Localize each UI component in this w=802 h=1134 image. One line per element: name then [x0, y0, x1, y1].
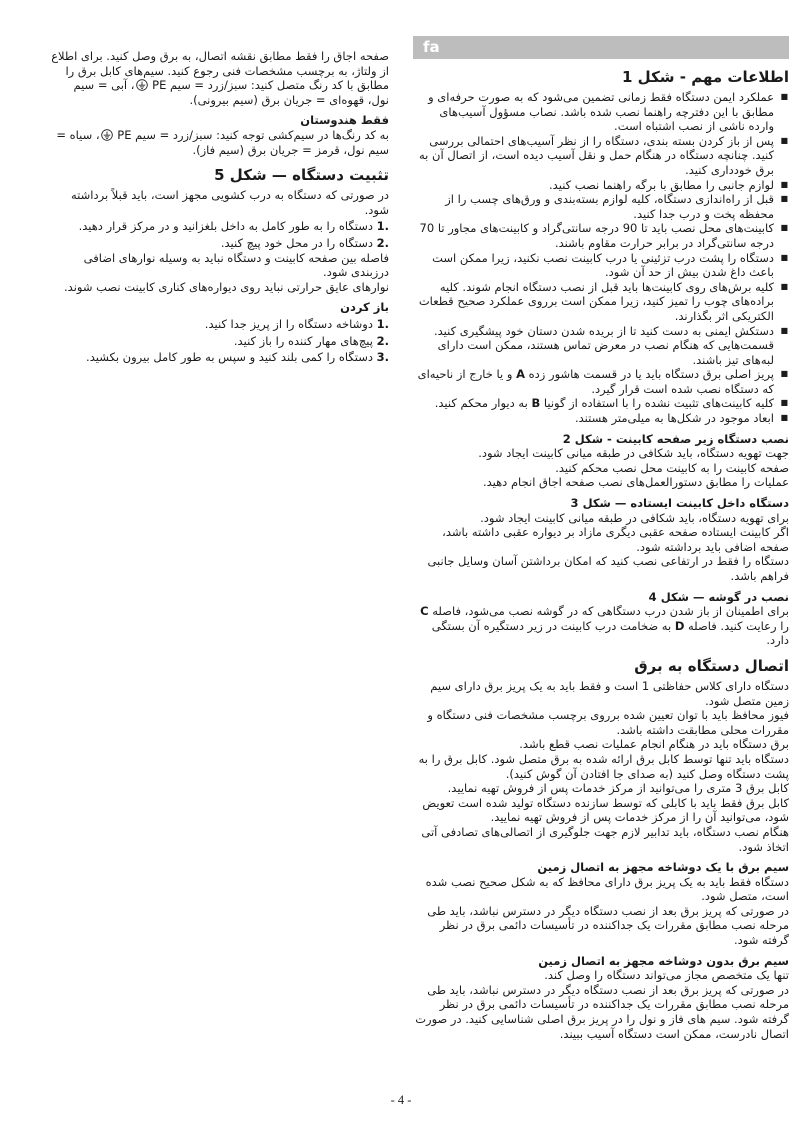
paragraph — [413, 525, 789, 554]
paragraph — [413, 446, 789, 461]
text-content: تثبیت دستگاه — شکل 5 — [214, 166, 389, 185]
bullet-square-icon: ■ — [780, 252, 788, 262]
paragraph — [50, 49, 389, 107]
paragraph — [413, 679, 789, 708]
column-left-content — [50, 49, 389, 365]
text-content: دستگاه داخل کابینت ایستاده — شکل 3 — [570, 496, 789, 511]
text-content: ابعاد موجود در شکل‌ها به میلی‌متر هستند. — [574, 411, 774, 426]
step-item — [50, 334, 389, 349]
text-content: در صورتی که دستگاه به درب کشویی مجهز است، باید قبلاً برداشته شود. — [71, 188, 389, 217]
text-content: دستگاه را پشت درب تزئینی یا درب کابینت نصب نکنید، زیرا ممکن است باعث داغ شدن بیش از حد آن شود. — [432, 250, 774, 280]
paragraph — [50, 128, 389, 157]
text-content: نصب در گوشه — شکل 4 — [648, 589, 789, 604]
paragraph — [413, 825, 789, 854]
text-content: فاصله بین صفحه کابینت و دستگاه نباید به وسیله نوارهای اضافی درزبندی شود. — [83, 250, 389, 280]
paragraph — [413, 461, 789, 476]
text-content: دستگاه را فقط در ارتفاعی نصب کنید که امکان برداشتن آسان وسایل جانبی فراهم باشد. — [427, 554, 789, 583]
step-item — [50, 350, 389, 365]
columns-container — [0, 36, 802, 1041]
paragraph — [413, 554, 789, 583]
text-content: سیم برق بدون دوشاخه مجهز به اتصال زمین — [538, 953, 789, 968]
step-number: 2. — [376, 333, 389, 348]
subsection-heading — [50, 113, 389, 128]
text-content: اتصال دستگاه به برق — [634, 656, 789, 675]
text-content: برای اطمینان از باز شدن درب دستگاهی که در گوشه نصب می‌شود، فاصله C را رعایت کنید. فاصله D به ضخامت درب کابینت در زیر دستگیره آن بستگی دارد. — [420, 604, 789, 648]
bullet-item — [413, 251, 789, 280]
bullet-square-icon: ■ — [780, 92, 788, 101]
bullet-square-icon: ■ — [780, 413, 788, 423]
subsection-heading — [413, 860, 789, 875]
section-heading — [50, 166, 389, 185]
text-content: سیم برق با یک دوشاخه مجهز به اتصال زمین — [537, 860, 789, 875]
text-content: عملیات را مطابق دستورالعمل‌های نصب صفحه اجاق انجام دهید. — [482, 475, 789, 490]
text-content: فقط هندوستان — [300, 113, 389, 128]
paragraph — [413, 983, 789, 1041]
bullet-square-icon: ■ — [780, 281, 788, 291]
text-content: قبل از راه‌اندازی دستگاه، کلیه لوازم بسته‌بندی و ورق‌های چسب را از محفظه پخت و درب جدا کنید. — [445, 192, 774, 221]
paragraph — [50, 188, 389, 217]
column-right — [413, 36, 789, 1041]
step-number: 1. — [376, 316, 389, 331]
text-content: در صورتی که پریز برق بعد از نصب دستگاه دیگر در دسترس نباشد، باید طی مرحله نصب مطابق مقررات یک جداکننده در تأسیسات دائمی برق در نظر گرفته شود. — [427, 903, 789, 948]
text-content: تنها یک متخصص مجاز می‌تواند دستگاه را وصل کند. — [544, 968, 789, 983]
subsection-heading — [413, 496, 789, 511]
step-number: 1. — [376, 219, 389, 234]
bullet-square-icon: ■ — [780, 325, 788, 335]
text-content: فیوز محافظ باید با توان تعیین شده برروی برچسب مشخصات فنی دستگاه و مقررات محلی مطابقت داشته باشد. — [427, 708, 789, 737]
text-content: کابل برق فقط باید با کابلی که توسط سازنده دستگاه تولید شده است تعویض شود، می‌توانید آن را از مرکز خدمات پس از فروش تهیه نمایید. — [422, 795, 789, 825]
step-number: 3. — [376, 350, 389, 365]
paragraph — [413, 752, 789, 781]
text-content: دستگاه فقط باید به یک پریز برق دارای محافظ که به شکل صحیح نصب شده است، متصل شود. — [425, 874, 789, 904]
text-content: دستگاه دارای کلاس حفاظتی 1 است و فقط باید به یک پریز برق دارای سیم زمین متصل شود. — [430, 678, 789, 708]
text-content: دستگاه باید تنها توسط کابل برق ارائه شده به برق متصل شود. کابل برق را به پشت دستگاه وصل کنید (به صدای جا افتادن آن گوش کنید). — [418, 751, 789, 781]
paragraph — [50, 280, 389, 295]
bullet-item — [413, 134, 789, 178]
paragraph — [413, 475, 789, 490]
bullet-item — [413, 367, 789, 396]
paragraph — [50, 251, 389, 280]
text-content: باز کردن — [340, 300, 389, 315]
bullet-square-icon: ■ — [780, 223, 788, 233]
language-bar — [413, 36, 789, 59]
text-content: کابل برق 3 متری را می‌توانید از مرکز خدمات پس از فروش تهیه نمایید. — [447, 781, 789, 796]
bullet-square-icon: ■ — [780, 135, 788, 145]
text-content: دستگاه را کمی بلند کنید و سپس به طور کامل بیرون بکشید. — [86, 350, 373, 365]
text-content: اگر کابینت ایستاده صفحه عقبی دیگری مازاد بر دیواره عقبی داشته باشد، صفحه اضافی باید برداشته شود. — [442, 525, 789, 554]
step-item — [50, 236, 389, 251]
subsection-heading — [413, 590, 789, 605]
paragraph — [413, 511, 789, 526]
paragraph — [413, 708, 789, 737]
subsection-heading — [413, 954, 789, 969]
text-content: نوارهای عایق حرارتی نباید روی دیواره‌های کناری کابینت نصب شوند. — [64, 279, 389, 294]
bullet-item — [413, 192, 789, 221]
column-right-content — [413, 68, 789, 1041]
ground-icon — [136, 79, 148, 91]
paragraph — [413, 904, 789, 948]
text-content: پیچ‌های مهار کننده را باز کنید. — [233, 333, 373, 348]
text-content: لوازم جانبی را مطابق با برگه راهنما نصب کنید. — [549, 177, 774, 192]
language-code-label: fa — [423, 38, 440, 56]
bullet-item — [413, 411, 789, 426]
bullet-item — [413, 324, 789, 368]
bullet-item — [413, 178, 789, 193]
text-content: عملکرد ایمن دستگاه فقط زمانی تضمین می‌شود که به صورت حرفه‌ای و مطابق با این دفترچه راهنما نصب شده باشد. نصاب مسؤول آسیب‌های وارده ناشی از نصب اشتباه است. — [428, 90, 774, 134]
bullet-square-icon: ■ — [780, 179, 788, 189]
paragraph — [413, 737, 789, 752]
bullet-square-icon: ■ — [780, 369, 788, 379]
paragraph — [413, 604, 789, 648]
paragraph — [413, 781, 789, 796]
text-content: پس از باز کردن بسته بندی، دستگاه را از نظر آسیب‌های احتمالی بررسی کنید. چنانچه دستگاه در هنگام حمل و نقل آسیب دیده است، از اتصال آن به برق خودداری کنید. — [419, 133, 774, 177]
text-content: اطلاعات مهم - شکل 1 — [622, 68, 789, 86]
text-content: پریز اصلی برق دستگاه باید یا در قسمت هاشور زده A و یا خارج از ناحیه‌ای که دستگاه نصب شده است قرار گیرد. — [417, 367, 774, 396]
text-content: جهت تهویه دستگاه، باید شکافی در طبقه میانی کابینت ایجاد شود. — [478, 446, 789, 461]
text-content: کلیه کابینت‌های تثبیت نشده را با استفاده از گونیا B به دیوار محکم کنید. — [434, 396, 774, 411]
bullet-item — [413, 90, 789, 134]
bullet-item — [413, 221, 789, 250]
bullet-square-icon: ■ — [780, 194, 788, 204]
text-content: کلیه برش‌های روی کابینت‌ها باید قبل از نصب دستگاه انجام شوند. کلیه براده‌های چوب را تمیز کنید، زیرا ممکن است برروی عملکرد صحیح قطعات الکتریکی اثر بگذارند. — [418, 279, 774, 323]
text-content: صفحه کابینت را به کابینت محل نصب محکم کنید. — [555, 460, 789, 475]
text-content: دستگاه را در محل خود پیچ کنید. — [220, 235, 373, 250]
bullet-square-icon: ■ — [780, 398, 788, 408]
page-number: - 4 - — [390, 1093, 412, 1108]
paragraph — [413, 875, 789, 904]
text-content: هنگام نصب دستگاه، باید تدابیر لازم جهت جلوگیری از اتصالی‌های تصادفی آتی اتخاذ شود. — [421, 824, 789, 854]
text-content: کابینت‌های محل نصب باید تا 90 درجه سانتی‌گراد و کابینت‌های مجاور تا 70 درجه سانتی‌گراد در برابر حرارت مقاوم باشند. — [419, 221, 774, 250]
text-content: دستکش ایمنی به دست کنید تا از بریده شدن دستان خود پیشگیری کنید. قسمت‌هایی که هنگام نصب در معرض تماس هستند، ممکن است دارای لبه‌های تیز باشند. — [433, 323, 774, 367]
step-item — [50, 317, 389, 332]
section-heading — [413, 68, 789, 87]
subsection-heading — [50, 300, 389, 315]
ground-icon — [101, 129, 113, 141]
bullet-item — [413, 396, 789, 411]
section-heading — [413, 657, 789, 676]
bullet-item — [413, 280, 789, 324]
paragraph — [413, 968, 789, 983]
text-content: دستگاه را به طور کامل به داخل بلغزانید و در مرکز قرار دهید. — [78, 219, 373, 234]
text-content: برای تهویه دستگاه، باید شکافی در طبقه میانی کابینت ایجاد شود. — [480, 510, 789, 525]
column-left — [50, 49, 389, 1041]
text-content: در صورتی که پریز برق بعد از نصب دستگاه دیگر در دسترس نباشد، باید طی مرحله نصب مطابق مقررات یک جداکننده در تأسیسات دائمی برق در نظر گرفته شود. سیم های فاز و نول را در پریز برق اصلی شناسایی کنید. در صورت اتصال نادرست، ممکن است دستگاه آسیب ببیند. — [415, 982, 789, 1041]
text-content: برق دستگاه باید در هنگام انجام عملیات نصب قطع باشد. — [519, 737, 789, 752]
text-content: دوشاخه دستگاه را از پریز جدا کنید. — [204, 316, 373, 331]
text-content: به کد رنگ‌ها در سیم‌کشی توجه کنید: سبز/زرد = سیم PE ، سیاه = سیم نول، قرمز = جریان برق (سیم فاز). — [56, 127, 389, 157]
text-content: نصب دستگاه زیر صفحه کابینت - شکل 2 — [562, 431, 789, 446]
step-number: 2. — [376, 235, 389, 250]
step-item — [50, 219, 389, 234]
subsection-heading — [413, 432, 789, 447]
paragraph — [413, 796, 789, 825]
text-content: صفحه اجاق را فقط مطابق نقشه اتصال، به برق وصل کنید. برای اطلاع از ولتاژ، به برچسب مشخصات فنی رجوع کنید. سیم‌های کابل برق را مطابق با کد رنگ متصل کنید: سبز/زرد = سیم PE ، آبی = سیم نول، قهوه‌ای = جریان برق (سیم بیرونی). — [51, 49, 389, 107]
